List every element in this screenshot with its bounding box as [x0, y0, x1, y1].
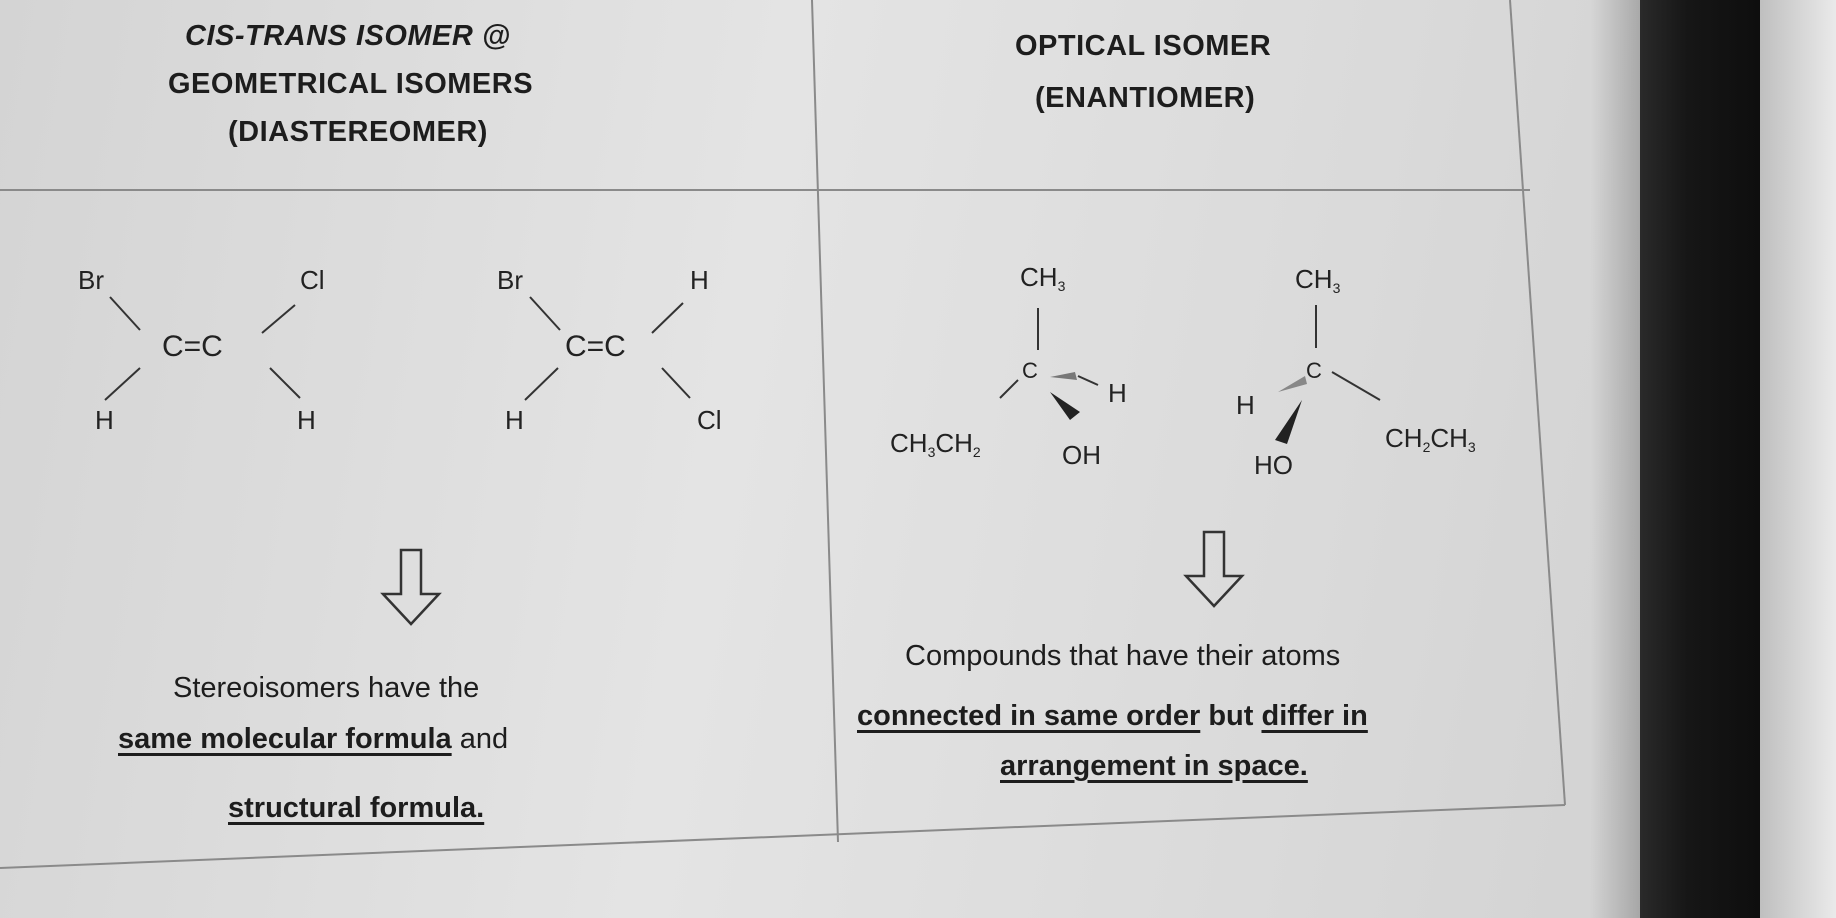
down-arrow-icon	[1180, 530, 1250, 610]
right-text-line3: arrangement in space.	[1000, 750, 1308, 782]
header-enantiomer: (ENANTIOMER)	[1035, 82, 1256, 114]
left-text-line2: same molecular formula and	[118, 723, 509, 755]
header-cis-trans: CIS-TRANS ISOMER @	[185, 20, 511, 52]
chiral-carbon: C	[1022, 358, 1038, 383]
right-text-line2: connected in same order but differ in	[857, 700, 1368, 732]
atom-cl: Cl	[697, 405, 722, 435]
left-text-line3: structural formula.	[228, 792, 485, 824]
atom-cl: Cl	[300, 265, 325, 295]
header-diastereomer: (DIASTEREOMER)	[228, 116, 488, 148]
chiral-carbon: C	[1306, 358, 1322, 383]
atom-h: H	[1108, 378, 1127, 408]
header-optical: OPTICAL ISOMER	[1015, 30, 1272, 62]
down-arrow-icon	[377, 548, 447, 628]
right-text-line1: Compounds that have their atoms	[905, 640, 1341, 672]
atom-h: H	[1236, 390, 1255, 420]
atom-br: Br	[78, 265, 104, 295]
header-geometrical: GEOMETRICAL ISOMERS	[168, 68, 534, 100]
hydroxyl-group: OH	[1062, 440, 1101, 470]
ethyl-group: $CH_3CH_2$	[890, 428, 981, 460]
methyl-group: $CH_3$	[1295, 264, 1341, 296]
atom-h: H	[690, 265, 709, 295]
double-bond-cc: C=C	[162, 330, 223, 363]
atom-h: H	[297, 405, 316, 435]
methyl-group: $CH_3$	[1020, 262, 1066, 294]
atom-h: H	[505, 405, 524, 435]
atom-h: H	[95, 405, 114, 435]
left-text-line1: Stereoisomers have the	[173, 672, 480, 704]
ethyl-group: $CH_2CH_3$	[1385, 423, 1476, 455]
hydroxyl-group: HO	[1254, 450, 1293, 480]
atom-br: Br	[497, 265, 523, 295]
double-bond-cc: C=C	[565, 330, 626, 363]
